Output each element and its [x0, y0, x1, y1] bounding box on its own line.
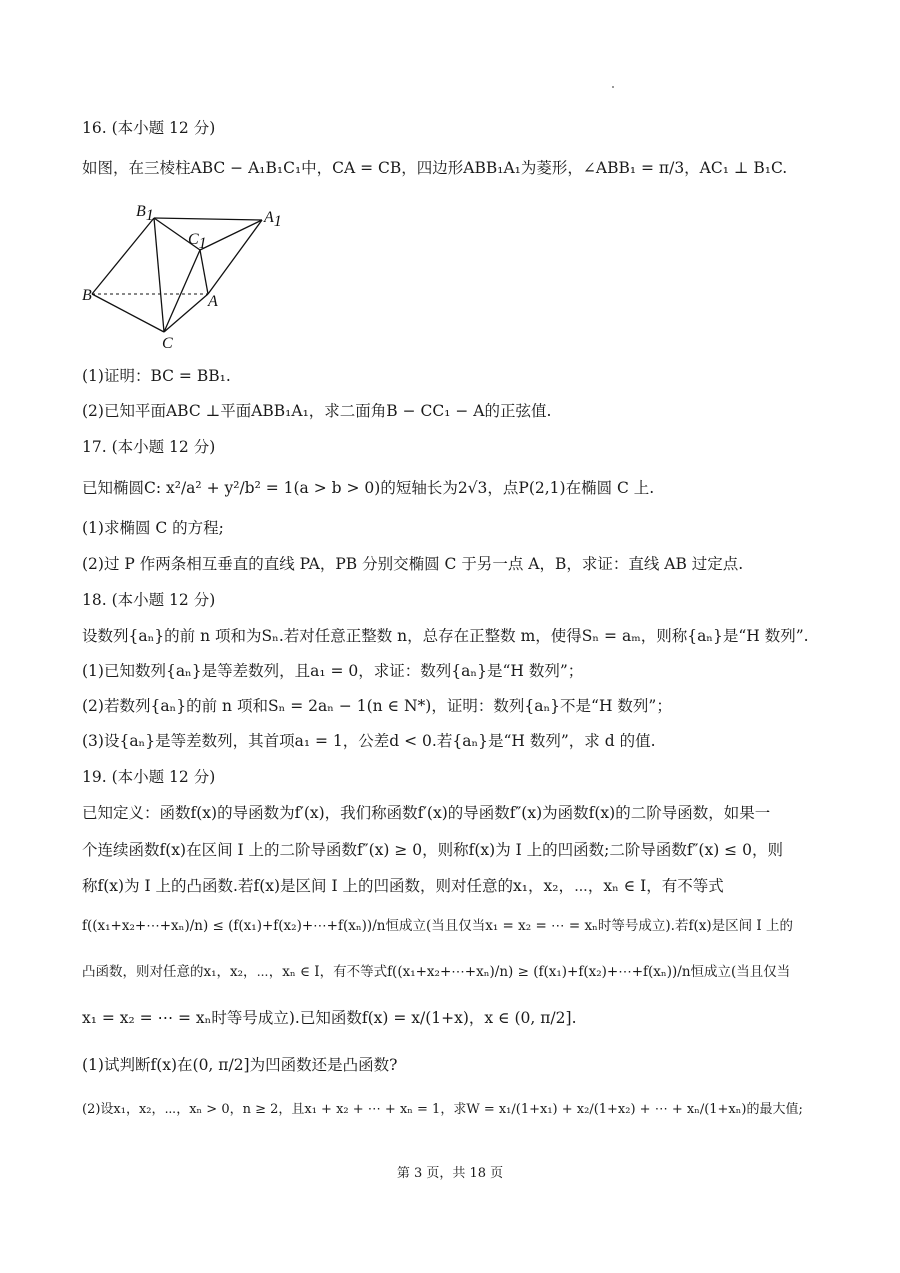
problem-18-header: 18. (本小题 12 分) — [82, 591, 216, 609]
problem-16-part-2: (2)已知平面ABC ⊥平面ABB₁A₁，求二面角B − CC₁ − A的正弦值. — [82, 402, 552, 420]
stray-mark — [612, 86, 614, 88]
label-C1: C1 — [188, 231, 207, 252]
problem-16-stem: 如图，在三棱柱ABC − A₁B₁C₁中，CA = CB，四边形ABB₁A₁为菱形，∠ABB₁ = π/3，AC₁ ⊥ B₁C. — [82, 159, 788, 177]
problem-19-stem-line-1: 已知定义：函数f(x)的导函数为f′(x)，我们称函数f′(x)的导函数f″(x)为函数f(x)的二阶导函数，如果一 — [82, 804, 771, 822]
problem-19-stem-line-5: 凸函数，则对任意的x₁，x₂，⋯，xₙ ∈ I，有不等式f((x₁+x₂+⋯+xₙ)/n) ≥ (f(x₁)+f(x₂)+⋯+f(xₙ))/n恒成立(当且仅当 — [82, 964, 791, 980]
problem-17-header: 17. (本小题 12 分) — [82, 438, 216, 456]
label-A1: A1 — [264, 209, 282, 230]
problem-19-stem-line-2: 个连续函数f(x)在区间 I 上的二阶导函数f″(x) ≥ 0，则称f(x)为 I 上的凹函数;二阶导函数f″(x) ≤ 0，则 — [82, 841, 783, 859]
label-C: C — [162, 335, 173, 348]
problem-19-part-1: (1)试判断f(x)在(0, π/2]为凹函数还是凸函数? — [82, 1056, 398, 1074]
problem-17-stem: 已知椭圆C: x²/a² + y²/b² = 1(a > b > 0)的短轴长为2√3，点P(2,1)在椭圆 C 上. — [82, 479, 655, 497]
label-B: B — [82, 287, 92, 304]
prism-figure — [80, 196, 290, 348]
problem-19-header: 19. (本小题 12 分) — [82, 768, 216, 786]
problem-16-part-1: (1)证明：BC = BB₁. — [82, 367, 231, 385]
problem-17-part-1: (1)求椭圆 C 的方程; — [82, 519, 224, 537]
label-B1: B1 — [136, 203, 154, 224]
problem-19-stem-line-3: 称f(x)为 I 上的凸函数.若f(x)是区间 I 上的凹函数，则对任意的x₁，x₂，⋯，xₙ ∈ I，有不等式 — [82, 877, 724, 895]
problem-16-header: 16. (本小题 12 分) — [82, 119, 216, 137]
problem-19-stem-line-4: f((x₁+x₂+⋯+xₙ)/n) ≤ (f(x₁)+f(x₂)+⋯+f(xₙ))/n恒成立(当且仅当x₁ = x₂ = ⋯ = xₙ时等号成立).若f(x)是区间 I 上的 — [82, 918, 794, 934]
problem-19-part-2: (2)设x₁，x₂，⋯，xₙ > 0，n ≥ 2，且x₁ + x₂ + ⋯ + xₙ = 1，求W = x₁/(1+x₁) + x₂/(1+x₂) + ⋯ + xₙ/(1+xₙ)的最大值; — [82, 1102, 803, 1117]
problem-18-part-3: (3)设{aₙ}是等差数列，其首项a₁ = 1，公差d < 0.若{aₙ}是“H 数列”，求 d 的值. — [82, 732, 656, 750]
label-A: A — [208, 293, 218, 310]
problem-17-part-2: (2)过 P 作两条相互垂直的直线 PA，PB 分别交椭圆 C 于另一点 A，B，求证：直线 AB 过定点. — [82, 555, 744, 573]
problem-18-stem: 设数列{aₙ}的前 n 项和为Sₙ.若对任意正整数 n，总存在正整数 m，使得Sₙ = aₘ，则称{aₙ}是“H 数列”. — [82, 627, 809, 645]
page-footer: 第 3 页，共 18 页 — [396, 1166, 504, 1181]
problem-19-stem-line-6: x₁ = x₂ = ⋯ = xₙ时等号成立).已知函数f(x) = x/(1+x)，x ∈ (0, π/2]. — [82, 1009, 577, 1027]
problem-18-part-2: (2)若数列{aₙ}的前 n 项和Sₙ = 2aₙ − 1(n ∈ N*)，证明：数列{aₙ}不是“H 数列”； — [82, 697, 672, 715]
problem-18-part-1: (1)已知数列{aₙ}是等差数列，且a₁ = 0，求证：数列{aₙ}是“H 数列”； — [82, 662, 584, 680]
